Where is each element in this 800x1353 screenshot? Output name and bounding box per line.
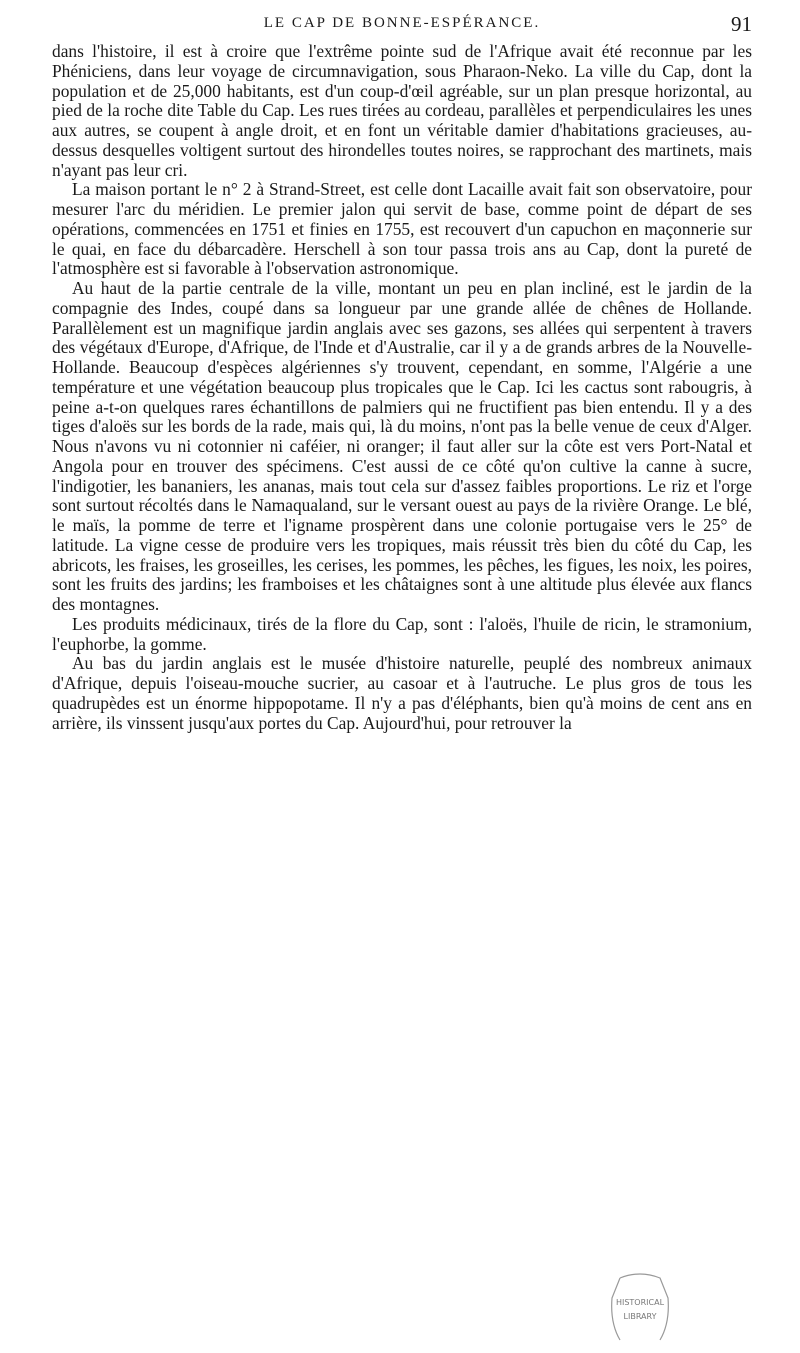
library-stamp (590, 1268, 690, 1348)
paragraph-3: Au haut de la partie centrale de la ville, montant un peu en plan incliné, est le jardin de la compagnie des Indes, coupé dans sa longueur par une grande allée de chênes de Hollande. Parallèlement est un magnifique jardin anglais avec ses gazons, ses allées qui serpentent à travers des végétaux d'Europe, d'Afrique, de l'Inde et d'Australie, car il y a de grands arbres de la Nouvelle-Hollande. Beaucoup d'espèces algériennes s'y trouvent, cependant, en somme, l'Algérie a une température et une végétation beaucoup plus tropicales que le Cap. Ici les cactus sont rabougris, à peine a-t-on quelques rares échantillons de palmiers qui ne fructifient pas bien entendu. Il y a des tiges d'aloës sur les bords de la rade, mais qui, là du moins, n'ont pas la belle venue de ceux d'Alger. Nous n'avons vu ni cotonnier ni caféier, ni oranger; il faut aller sur la côte est vers Port-Natal et Angola pour en trouver des spécimens. C'est aussi de ce côté qu'on cultive la canne à sucre, l'indigotier, les bananiers, les ananas, mais tout cela sur d'assez faibles proportions. Le riz et l'orge sont surtout récoltés dans le Namaqualand, sur le versant ouest au pays de la rivière Orange. Le blé, le maïs, la pomme de terre et l'igname prospèrent dans une colonie portugaise vers le 25° de latitude. La vigne cesse de produire vers les tropiques, mais réussit très bien du côté du Cap, les abricots, les fraises, les groseilles, les cerises, les pommes, les pêches, les figues, les noix, les poires, sont les fruits des jardins; les framboises et les châtaignes sont à une altitude plus élevée aux flancs des montagnes. (52, 278, 752, 614)
stamp-outline-icon (590, 1268, 690, 1348)
paragraph-5: Au bas du jardin anglais est le musée d'histoire naturelle, peuplé des nombreux animaux d'Afrique, depuis l'oiseau-mouche sucrier, au casoar et à l'autruche. Le plus gros de tous les quadrupèdes est un énorme hippopotame. Il n'y a pas d'éléphants, bien qu'à moins de cent ans en arrière, ils vinssent jusqu'aux portes du Cap. Aujourd'hui, pour retrouver la (52, 653, 752, 733)
paragraph-4: Les produits médicinaux, tirés de la flore du Cap, sont : l'aloës, l'huile de ricin, le stramonium, l'euphorbe, la gomme. (52, 613, 752, 654)
paragraph-2: La maison portant le n° 2 à Strand-Street, est celle dont Lacaille avait fait son observatoire, pour mesurer l'arc du méridien. Le premier jalon qui servit de base, comme point de départ de ses opérations, commencées en 1751 et finies en 1755, est recouvert d'un capuchon en maçonnerie sur le quai, en face du débarcadère. Herschell à son tour passa trois ans au Cap, dont la pureté de l'atmosphère est si favorable à l'observation astronomique. (52, 179, 752, 279)
page-number: 91 (731, 12, 752, 36)
stamp-line-1: HISTORICAL (615, 1298, 665, 1307)
running-title: LE CAP DE BONNE-ESPÉRANCE. (263, 15, 541, 31)
stamp-line-2: LIBRARY (623, 1312, 657, 1321)
paragraph-1: dans l'histoire, il est à croire que l'extrême pointe sud de l'Afrique avait été reconnue par les Phéniciens, dans leur voyage de circumnavigation, sous Pharaon-Neko. La ville du Cap, dont la population et de 25,000 habitants, est d'un coup-d'œil agréable, sur un plan presque horizontal, au pied de la roche dite Table du Cap. Les rues tirées au cordeau, parallèles et perpendiculaires les unes aux autres, se coupent à angle droit, et en font un véritable damier d'habitations gracieuses, au-dessus desquelles voltigent surtout des hirondelles toutes noires, se rapprochant des martinets, mais n'ayant pas leur cri. (52, 41, 752, 180)
page-header (52, 12, 752, 36)
body-text (52, 42, 752, 733)
